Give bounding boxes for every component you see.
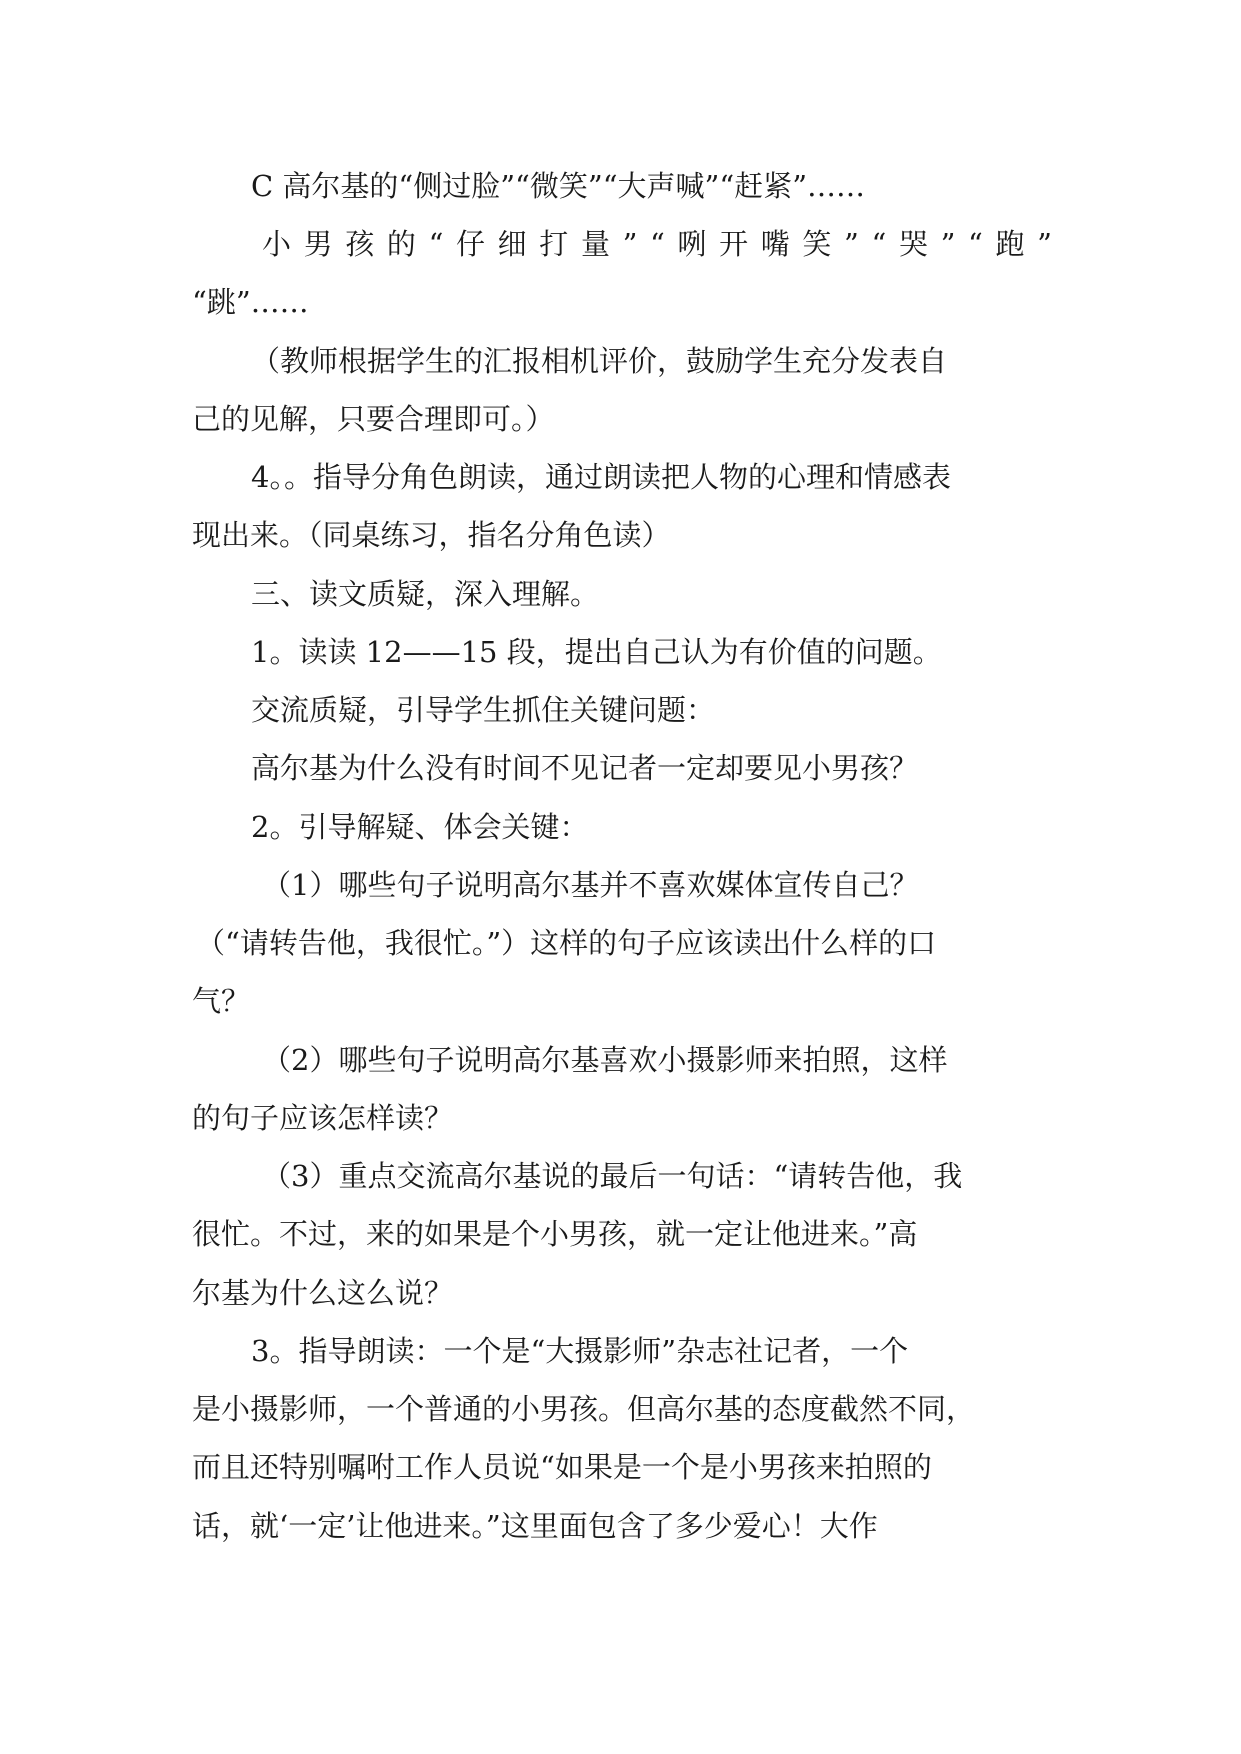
text-line: 3。指导朗读：一个是“大摄影师”杂志社记者，一个	[251, 1334, 909, 1368]
text-line: 的句子应该怎样读？	[192, 1101, 454, 1135]
text-line: 4。。指导分角色朗读，通过朗读把人物的心理和情感表	[251, 460, 951, 494]
text-line: 话，就‘一定’让他进来。”这里面包含了多少爱心！大作	[192, 1509, 878, 1543]
text-line: 交流质疑，引导学生抓住关键问题：	[251, 693, 716, 727]
text-line: （3）重点交流高尔基说的最后一句话：“请转告他，我	[262, 1159, 963, 1193]
text-line: 小 男 孩 的 “ 仔 细 打 量 ” “ 咧 开 嘴 笑 ” “ 哭 ” “ 跑 ”	[262, 227, 1052, 261]
text-line: （2）哪些句子说明高尔基喜欢小摄影师来拍照，这样	[262, 1043, 948, 1077]
text-line: （教师根据学生的汇报相机评价，鼓励学生充分发表自	[251, 344, 948, 378]
text-line: C 高尔基的“侧过脸”“微笑”“大声喊”“赶紧”……	[251, 169, 866, 203]
text-line: 而且还特别嘱咐工作人员说“如果是一个是小男孩来拍照的	[192, 1450, 932, 1484]
text-line: 气？	[192, 984, 251, 1018]
text-line: （“请转告他，我很忙。”）这样的句子应该读出什么样的口	[196, 926, 937, 960]
text-line: 高尔基为什么没有时间不见记者一定却要见小男孩？	[251, 751, 919, 785]
text-line: （1）哪些句子说明高尔基并不喜欢媒体宣传自己？	[262, 868, 919, 902]
text-line: 很忙。不过，来的如果是个小男孩，就一定让他进来。”高	[192, 1217, 918, 1251]
text-line: 己的见解，只要合理即可。）	[192, 402, 555, 436]
text-line: 1。读读 12——15 段，提出自己认为有价值的问题。	[251, 635, 942, 669]
text-line: 尔基为什么这么说？	[192, 1276, 454, 1310]
text-line: “跳”……	[192, 285, 309, 319]
text-line: 2。引导解疑、体会关键：	[251, 810, 589, 844]
text-line: 现出来。（同桌练习，指名分角色读）	[192, 518, 671, 552]
section-heading: 三、读文质疑，深入理解。	[251, 577, 600, 611]
text-line: 是小摄影师，一个普通的小男孩。但高尔基的态度截然不同，	[192, 1392, 976, 1426]
